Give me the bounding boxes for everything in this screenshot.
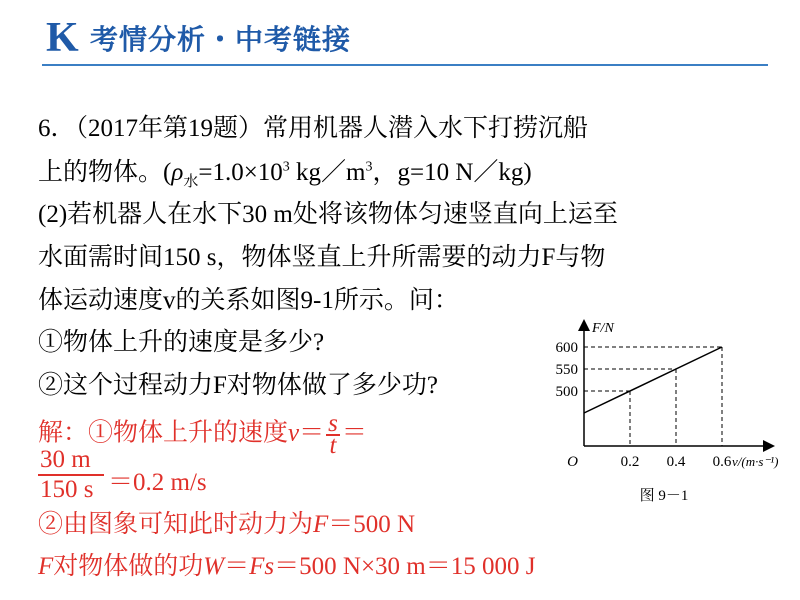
solution-line-4: F对物体做的功W＝Fs＝500 N×30 m＝15 000 J <box>38 553 536 580</box>
force-speed-chart <box>540 314 800 514</box>
x-tick-label: 0.2 <box>620 454 640 470</box>
y-tick-label: 600 <box>555 340 578 356</box>
question-line-2: 上的物体。($\rho_水=1.0\times 10^3$ $kg/m^3$，g=10 N／kg) <box>38 159 532 190</box>
x-axis-label: v/(m·s⁻¹) <box>732 454 779 469</box>
sub-question-2: ②这个过程动力F对物体做了多少功? <box>38 372 439 399</box>
y-axis-label: F/N <box>592 321 614 336</box>
question-line-5: 体运动速度v的关系如图9-1所示。问： <box>38 287 459 314</box>
question-line-3: (2)若机器人在水下30 m处将该物体匀速竖直向上运至 <box>38 201 618 228</box>
logo-k: K <box>46 15 79 61</box>
fraction-30m-over-150s: 30 m 150 s <box>38 446 104 504</box>
y-tick-label: 500 <box>555 384 578 400</box>
y-tick-label: 550 <box>555 362 578 378</box>
header <box>42 14 772 64</box>
question-line-4: 水面需时间150 s，物体竖直上升所需要的动力F与物 <box>38 244 606 271</box>
x-tick-label: 0.4 <box>666 454 686 470</box>
origin-label: O <box>567 454 578 470</box>
section-title: 考情分析・中考链接 <box>90 23 352 56</box>
solution-speed-result: ＝0.2 m/s <box>108 469 207 496</box>
x-tick-label: 0.6 <box>712 454 732 470</box>
fraction-s-over-t: $\frac{s}{t}$ <box>328 410 338 459</box>
header-divider <box>42 64 768 66</box>
solution-line-1: 解：①物体上升的速度v＝ $\frac{s}{t}$ ＝ <box>38 410 367 459</box>
series-line <box>584 347 722 413</box>
solution-line-3: ②由图象可知此时动力为F＝500 N <box>38 511 416 538</box>
sub-question-1: ①物体上升的速度是多少? <box>38 329 325 356</box>
question-line-1: 6．（2017年第19题）常用机器人潜入水下打捞沉船 <box>38 115 589 142</box>
figure-caption: 图 9－1 <box>639 488 689 504</box>
